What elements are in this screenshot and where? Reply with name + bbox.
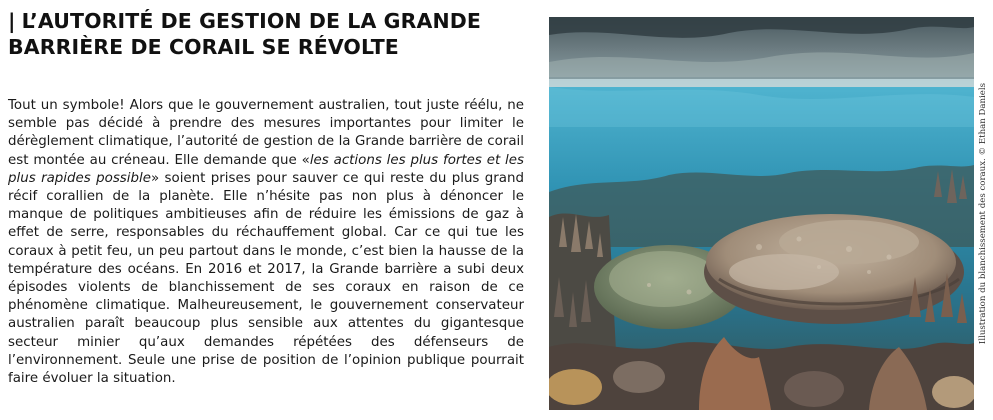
large-table-coral	[704, 214, 964, 324]
title-bar: |	[8, 9, 16, 33]
article	[8, 8, 524, 412]
green-coral-highlight	[609, 251, 719, 307]
article-body	[8, 97, 524, 388]
title-line-2: BARRIÈRE DE CORAIL SE RÉVOLTE	[8, 35, 399, 59]
coral-reef-photo	[549, 17, 974, 410]
title-line-1: L’AUTORITÉ DE GESTION DE LA GRANDE	[21, 9, 481, 33]
article-title	[8, 8, 524, 60]
body-part-1: Tout un symbole! Alors que le gouvernement australien, tout juste réélu, ne semble pas décidé à prendre des mesures importantes pour limiter le dérèglement climatique, l’autorité de gestion de la Grande barrière de corail est montée au créneau. Elle demande que «	[8, 98, 524, 168]
waterline	[549, 79, 974, 87]
photo-credit: Illustration du blanchissement des coraux. © Ethan Daniels	[978, 82, 988, 345]
coral-reef-illustration	[549, 17, 974, 410]
body-quote: les actions les plus fortes et les plus rapides possible	[8, 152, 524, 186]
body-part-2: » soient prises pour sauver ce qui reste du plus grand récif corallien de la planète. Elle n’hésite pas non plus à dénoncer le manque de politiques ambitieuses afin de réduire les émissions de gaz à effet de serre, responsables du réchauffement global. Car ce qui tue les coraux à petit feu, un peu partout dans le monde, c’est bien la hausse de la température des océans. En 2016 et 2017, la Grande barrière a subi deux épisodes violents de blanchissement de ses coraux en raison de ce phénomène climatique. Malheureusement, le gouvernement conservateur australien paraît beaucoup plus sensible aux attentes du gigantesque secteur minier qu’aux demandes répétées des défenseurs de l’environnement. Seule une prise de position de l’opinion publique pourrait faire évoluer la situation.	[8, 170, 524, 387]
